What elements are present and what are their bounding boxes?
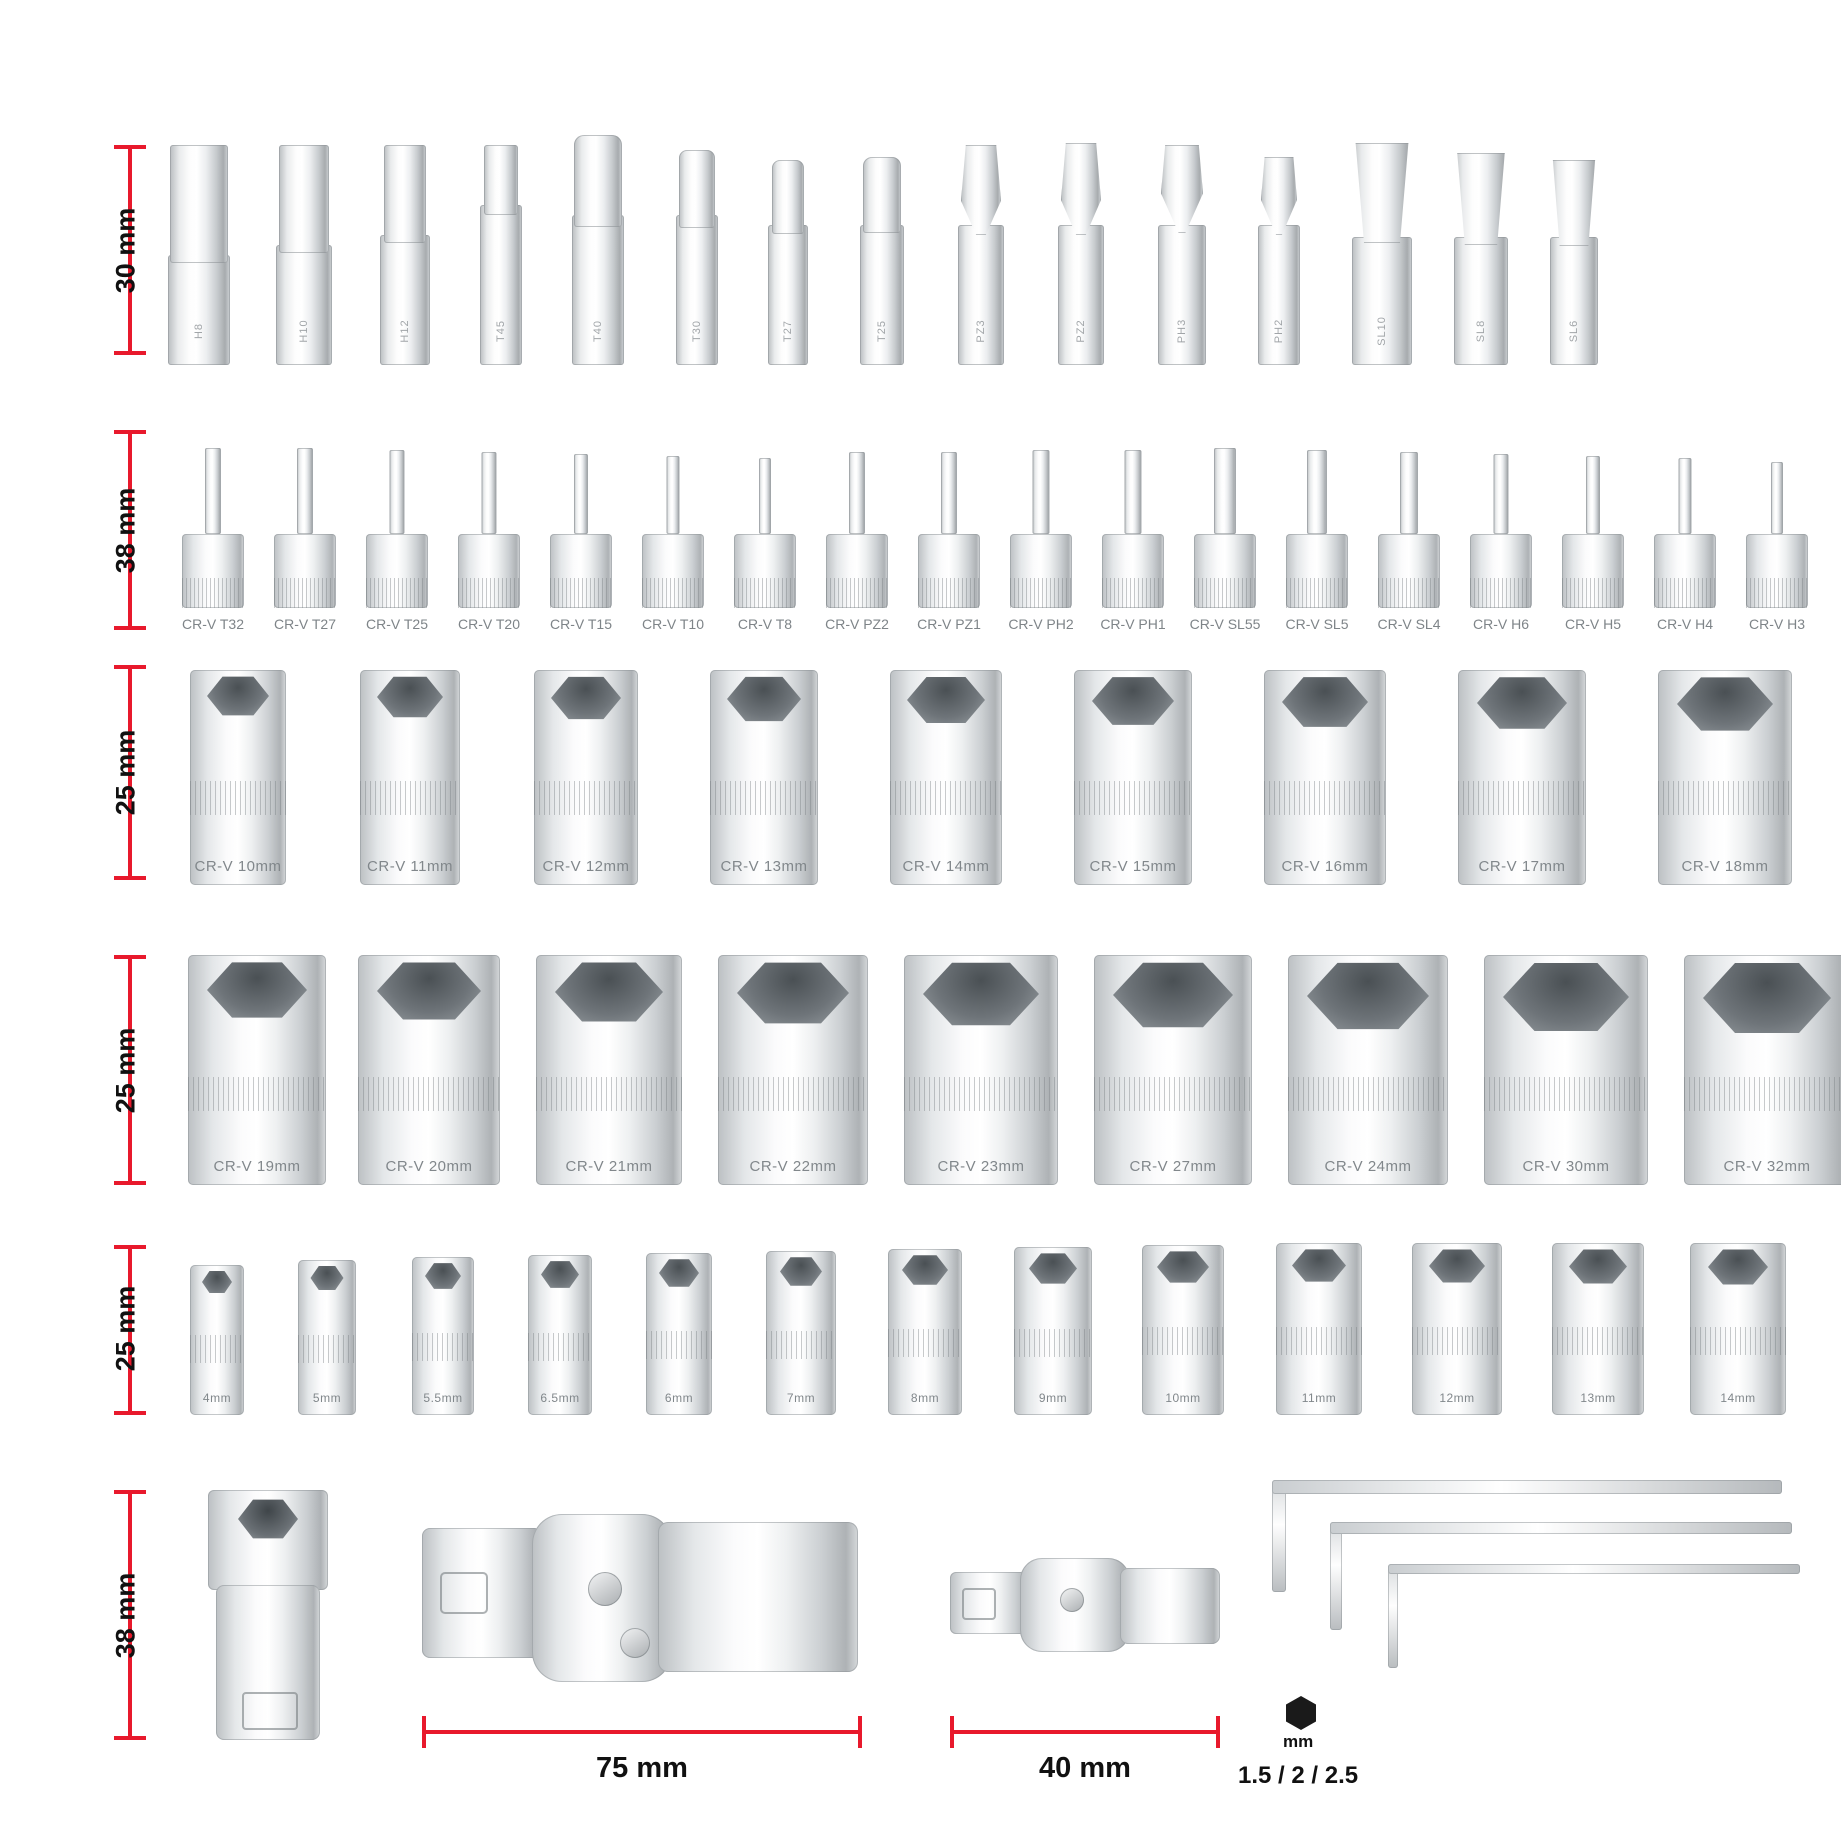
joint-pivot-pin [620,1628,650,1658]
row-sockets-25mm-a [190,655,1810,885]
bit-item[interactable]: H12 [380,145,430,365]
socket[interactable]: 11mm [1276,1243,1362,1415]
bit-socket[interactable]: CR-V T25 [366,430,428,630]
socket[interactable]: 4mm [190,1265,244,1415]
socket[interactable]: 6mm [646,1253,712,1415]
bit-item[interactable]: SL6 [1550,160,1598,365]
dimension-label: 25 mm [110,1285,141,1372]
row-sockets-25mm-c [190,1245,1830,1415]
bit-item[interactable]: SL10 [1352,143,1412,365]
bit-item[interactable]: H10 [276,145,332,365]
socket[interactable]: CR-V 22mm [718,955,868,1185]
socket[interactable]: CR-V 21mm [536,955,682,1185]
socket[interactable]: 6.5mm [528,1255,592,1415]
bit-item[interactable]: T27 [768,160,808,365]
socket[interactable]: CR-V 20mm [358,955,500,1185]
hex-key-small[interactable] [1388,1564,1808,1684]
bit-socket[interactable]: CR-V T15 [550,430,612,630]
bit-tip-slotted [1454,153,1508,245]
bit-item[interactable]: T30 [676,150,718,365]
socket[interactable]: 5.5mm [412,1257,474,1415]
dimension-label: 38 mm [110,487,141,574]
hex-unit-label: mm [1283,1732,1314,1751]
bit-socket[interactable]: CR-V H5 [1562,430,1624,630]
socket-adapter[interactable] [208,1490,328,1740]
joint-pivot-pin [588,1572,622,1606]
socket[interactable]: CR-V 19mm [188,955,326,1185]
socket[interactable]: 13mm [1552,1243,1644,1415]
bit-tip-phillips [1161,145,1203,233]
bit-tip-pozidriv [961,145,1001,235]
socket[interactable]: 9mm [1014,1247,1092,1415]
bit-socket[interactable]: CR-V PH1 [1102,430,1164,630]
universal-joint-short[interactable] [950,1552,1220,1662]
joint-pivot-pin [1060,1588,1084,1612]
socket[interactable]: CR-V 12mm [534,670,638,885]
socket[interactable]: 5mm [298,1260,356,1415]
socket[interactable]: CR-V 30mm [1484,955,1648,1185]
bit-item[interactable]: T40 [572,135,624,365]
bit-item[interactable]: SL8 [1454,153,1508,365]
dimension-label: 25 mm [110,1027,141,1114]
bit-socket[interactable]: CR-V T32 [182,430,244,630]
socket[interactable]: CR-V 11mm [360,670,460,885]
socket[interactable]: CR-V 16mm [1264,670,1386,885]
bit-socket[interactable]: CR-V SL4 [1378,430,1440,630]
bit-tip-torx [679,150,715,228]
bit-socket[interactable]: CR-V T8 [734,430,796,630]
socket[interactable]: CR-V 14mm [890,670,1002,885]
bit-tip-torx [863,157,901,233]
bit-socket[interactable]: CR-V PZ2 [826,430,888,630]
bit-item[interactable]: PH2 [1258,157,1300,365]
hex-shape-icon [1286,1696,1316,1730]
bit-socket[interactable]: CR-V T20 [458,430,520,630]
socket[interactable]: CR-V 10mm [190,670,286,885]
bit-item[interactable]: T45 [480,145,522,365]
socket[interactable]: CR-V 17mm [1458,670,1586,885]
socket[interactable]: CR-V 27mm [1094,955,1252,1185]
bit-tip-pozidriv [1061,143,1101,235]
socket[interactable]: CR-V 13mm [710,670,818,885]
bit-socket[interactable]: CR-V H3 [1746,430,1808,630]
socket[interactable]: CR-V 18mm [1658,670,1792,885]
row-sockets-25mm-b [188,955,1828,1185]
bit-tip-hex [384,145,426,243]
socket[interactable]: 12mm [1412,1243,1502,1415]
adapter-square-drive [242,1692,298,1730]
bit-tip-phillips [1261,157,1297,235]
bit-socket[interactable]: CR-V H4 [1654,430,1716,630]
bit-item[interactable]: PH3 [1158,145,1206,365]
bit-socket[interactable]: CR-V T27 [274,430,336,630]
bit-socket[interactable]: CR-V PH2 [1010,430,1072,630]
bit-socket[interactable]: CR-V SL55 [1194,430,1256,630]
dimension-label: 30 mm [110,207,141,294]
dimension-label: 75 mm [596,1752,688,1784]
bit-socket[interactable]: CR-V T10 [642,430,704,630]
socket[interactable]: 7mm [766,1251,836,1415]
socket[interactable]: CR-V 23mm [904,955,1058,1185]
dimension-label: 25 mm [110,729,141,816]
row-bits-30mm [168,130,1788,365]
bit-socket[interactable]: CR-V SL5 [1286,430,1348,630]
socket[interactable]: 10mm [1142,1245,1224,1415]
socket[interactable]: CR-V 24mm [1288,955,1448,1185]
dimension-label: 40 mm [1039,1752,1131,1784]
bit-tip-hex [170,145,228,263]
bit-socket[interactable]: CR-V PZ1 [918,430,980,630]
bit-socket[interactable]: CR-V H6 [1470,430,1532,630]
bit-tip-slotted [1550,160,1598,246]
row-bit-sockets-38mm [182,430,1822,630]
bit-tip-torx [772,160,804,234]
socket[interactable]: 8mm [888,1249,962,1415]
bit-item[interactable]: H8 [168,145,230,365]
bit-tip-slotted [1352,143,1412,243]
universal-joint-long[interactable] [422,1510,862,1700]
joint-square-drive [962,1588,996,1620]
bit-tip-torx [574,135,622,227]
socket[interactable]: CR-V 15mm [1074,670,1192,885]
hex-sizes-label: 1.5 / 2 / 2.5 [1238,1762,1359,1789]
row-accessories [190,1480,1830,1810]
dimension-label: 38 mm [110,1572,141,1659]
joint-square-drive [440,1572,488,1614]
socket[interactable]: CR-V 32mm [1684,955,1841,1185]
bit-tip-hex [279,145,329,253]
bit-item[interactable]: T25 [860,157,904,365]
socket[interactable]: 14mm [1690,1243,1786,1415]
bit-tip-torx [484,145,518,215]
bit-item[interactable]: PZ3 [958,145,1004,365]
bit-item[interactable]: PZ2 [1058,143,1104,365]
